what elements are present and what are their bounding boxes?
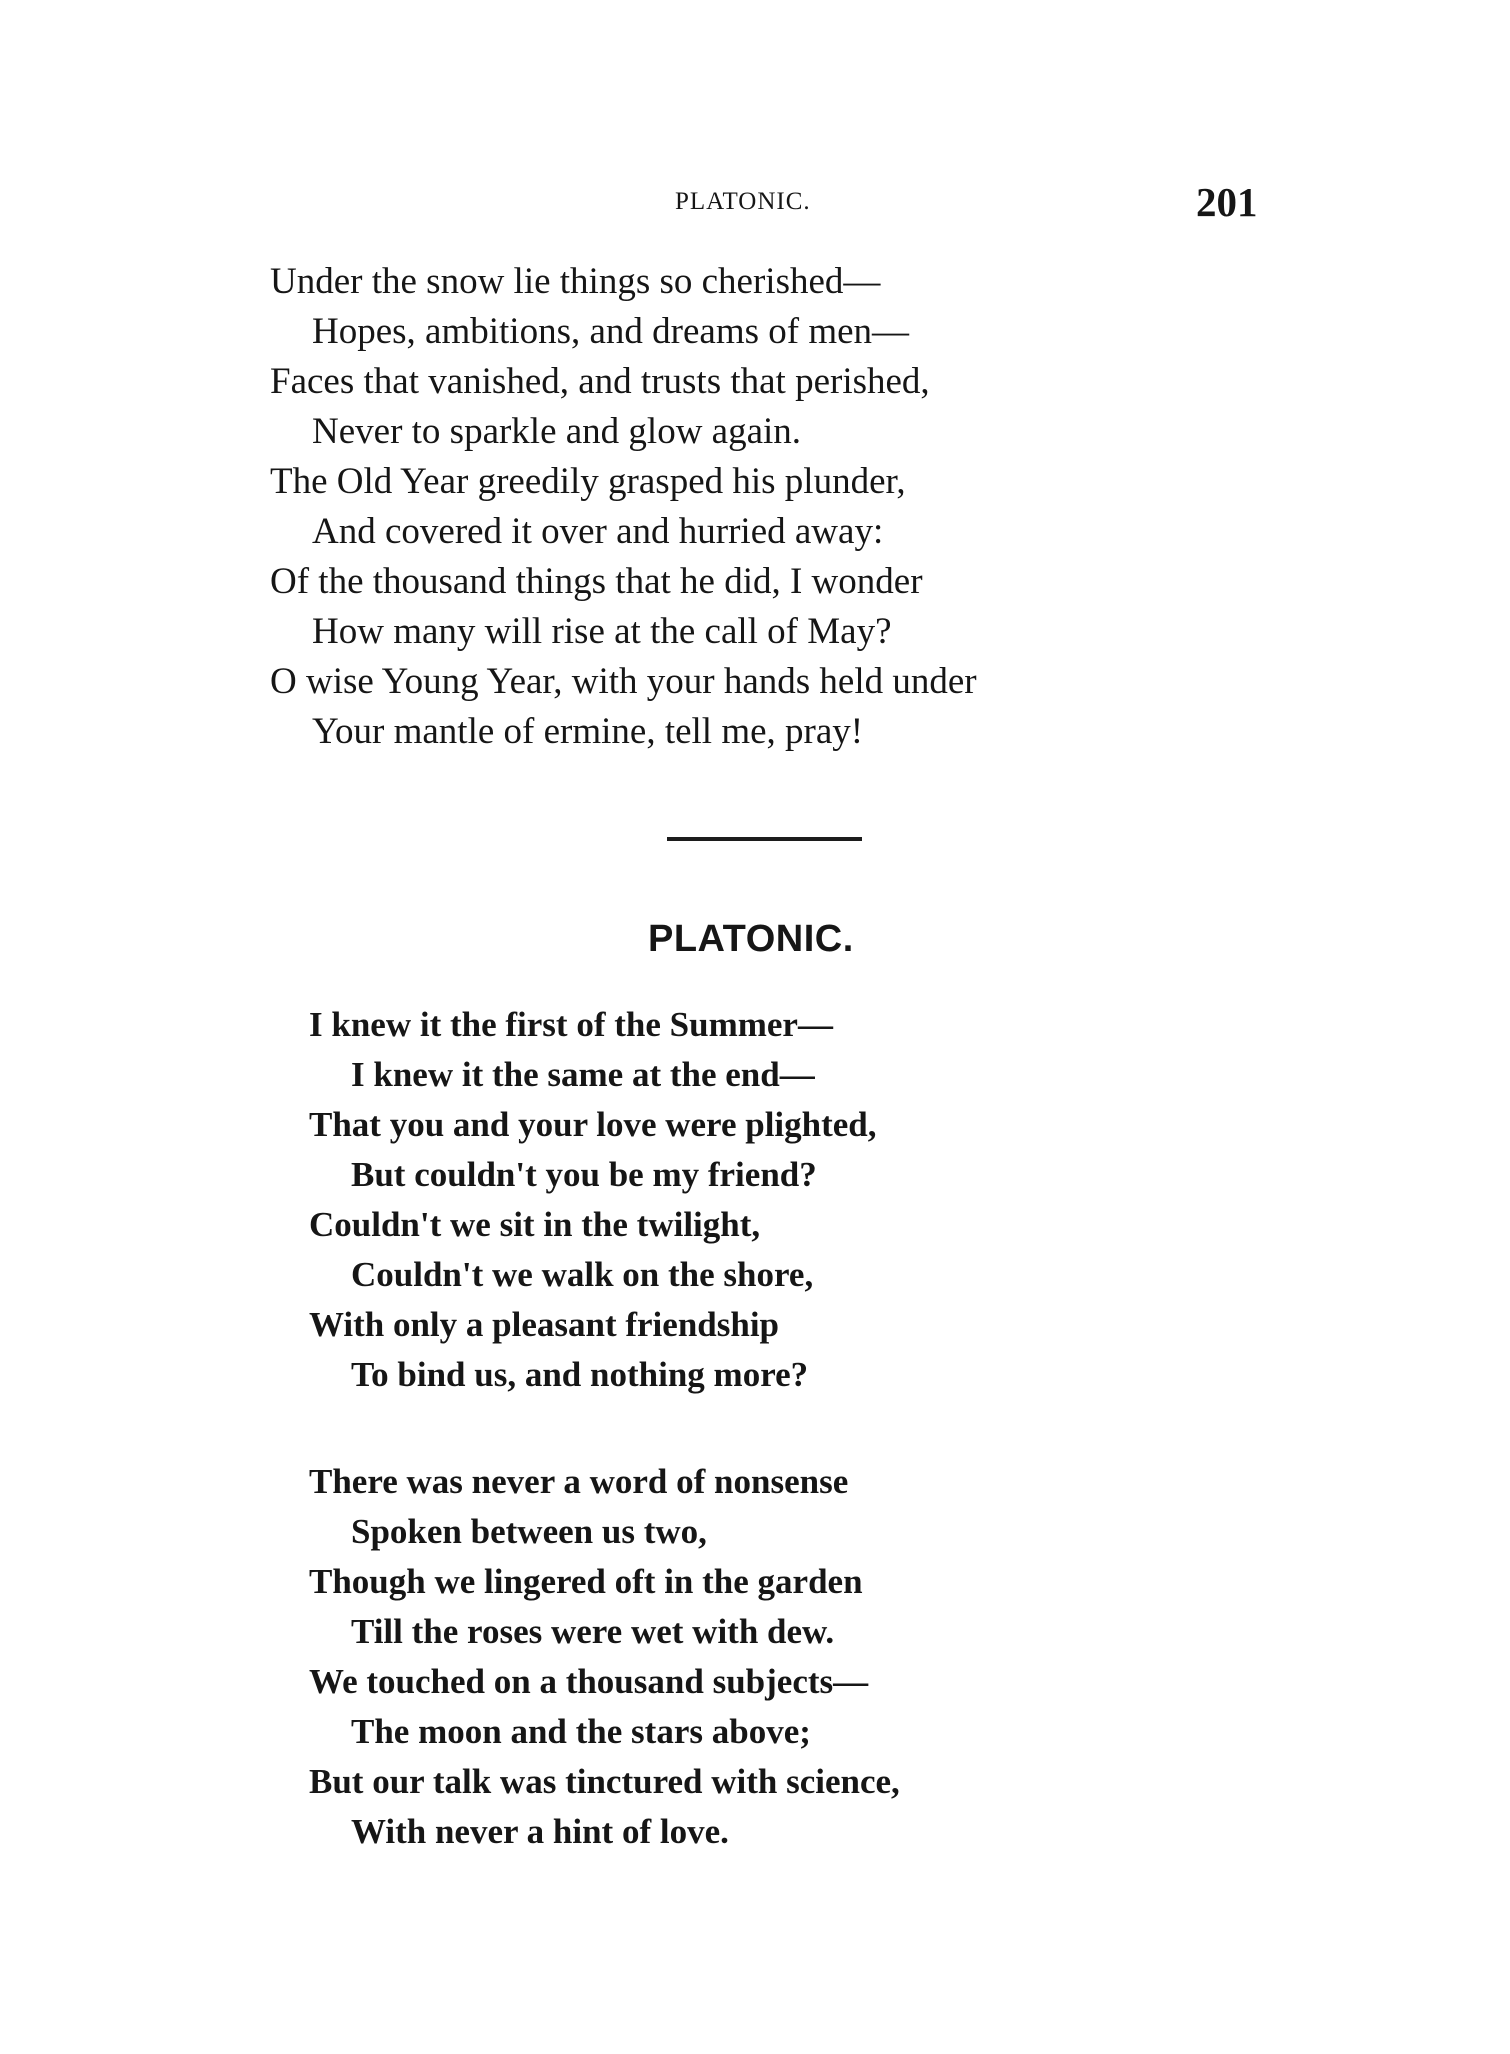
verse-line: Under the snow lie things so cherished— <box>270 261 881 302</box>
verse-line: There was never a word of nonsense <box>309 1462 849 1501</box>
verse-line: The moon and the stars above; <box>351 1712 811 1751</box>
poem-stanza-2 <box>309 1457 900 1857</box>
verse-line: O wise Young Year, with your hands held under <box>270 661 977 702</box>
verse-line: Though we lingered oft in the garden <box>309 1562 863 1601</box>
verse-line: Hopes, ambitions, and dreams of men— <box>312 311 910 352</box>
poem-title: PLATONIC. <box>648 918 854 960</box>
verse-line: With only a pleasant friendship <box>309 1305 780 1344</box>
verse-line: Faces that vanished, and trusts that perished, <box>270 361 930 402</box>
verse-line: Your mantle of ermine, tell me, pray! <box>312 711 864 752</box>
verse-line: Spoken between us two, <box>351 1512 707 1551</box>
verse-line: With never a hint of love. <box>351 1812 729 1851</box>
verse-line: And covered it over and hurried away: <box>312 511 884 552</box>
verse-line: Never to sparkle and glow again. <box>312 411 802 452</box>
page-number: 201 <box>1196 179 1258 225</box>
section-divider <box>667 837 862 841</box>
previous-poem-stanza <box>270 257 977 757</box>
verse-line: Couldn't we sit in the twilight, <box>309 1205 761 1244</box>
verse-line: Of the thousand things that he did, I wonder <box>270 561 923 602</box>
verse-line: How many will rise at the call of May? <box>312 611 892 652</box>
verse-line: But our talk was tinctured with science, <box>309 1762 900 1801</box>
verse-line: That you and your love were plighted, <box>309 1105 877 1144</box>
verse-line: To bind us, and nothing more? <box>351 1355 809 1394</box>
verse-line: But couldn't you be my friend? <box>351 1155 817 1194</box>
verse-line: I knew it the same at the end— <box>351 1055 815 1094</box>
poem-stanza-1 <box>309 1000 877 1400</box>
verse-line: We touched on a thousand subjects— <box>309 1662 869 1701</box>
verse-line: I knew it the first of the Summer— <box>309 1005 833 1044</box>
verse-line: Couldn't we walk on the shore, <box>351 1255 814 1294</box>
verse-line: Till the roses were wet with dew. <box>351 1612 835 1651</box>
running-head: PLATONIC. <box>675 188 811 215</box>
verse-line: The Old Year greedily grasped his plunder, <box>270 461 906 502</box>
